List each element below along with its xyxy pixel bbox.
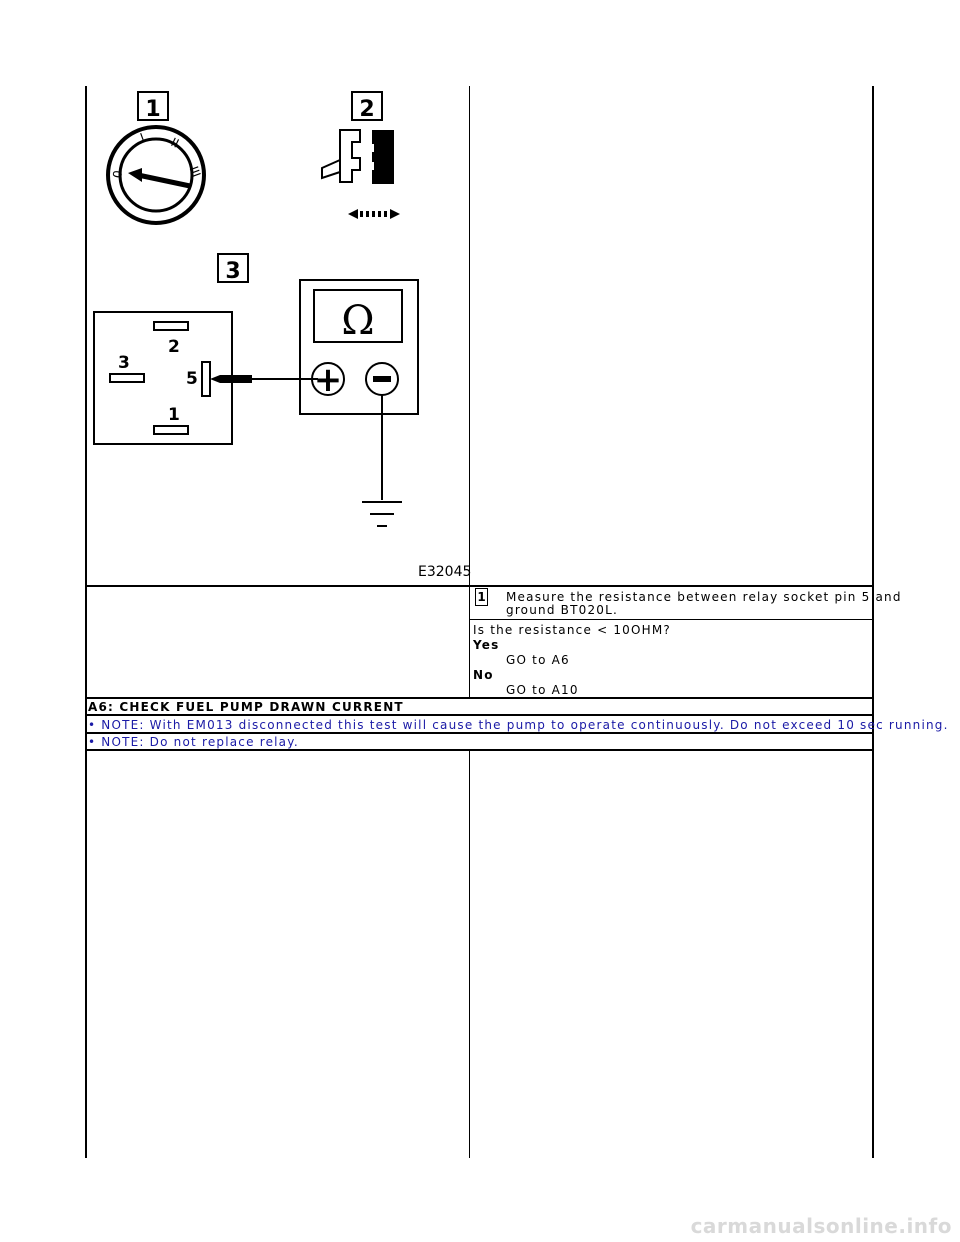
callout-3-label: 3 bbox=[225, 259, 241, 284]
row-divider-note2 bbox=[86, 749, 873, 751]
no-label: No bbox=[473, 668, 494, 682]
column-divider-top bbox=[469, 86, 470, 698]
relay-pin-1-label: 1 bbox=[168, 405, 180, 425]
svg-text:III: III bbox=[186, 164, 204, 180]
step-text-line-1: Measure the resistance between relay socket pin 5 and bbox=[506, 590, 902, 604]
callout-1-label: 1 bbox=[145, 97, 161, 122]
table-right-border bbox=[872, 86, 874, 1158]
svg-text:I: I bbox=[138, 130, 147, 145]
minus-terminal-symbol bbox=[373, 376, 391, 382]
figure-code: E32045 bbox=[418, 564, 472, 580]
ground-icon bbox=[362, 502, 402, 526]
step-number-box: 1 bbox=[475, 588, 488, 606]
ignition-switch-icon bbox=[108, 127, 204, 223]
ohm-symbol: Ω bbox=[341, 298, 375, 344]
note-1: • NOTE: With EM013 disconnected this test will cause the pump to operate continuously. Do not exceed 10 sec running. bbox=[88, 718, 949, 732]
relay-pin-3-label: 3 bbox=[118, 353, 130, 373]
multimeter-icon bbox=[300, 280, 418, 500]
relay-socket-diagram bbox=[94, 312, 232, 444]
yes-action: GO to A6 bbox=[506, 653, 570, 667]
relay-pin-2-label: 2 bbox=[168, 337, 180, 357]
question-text: Is the resistance < 10OHM? bbox=[473, 623, 671, 637]
svg-text:II: II bbox=[168, 135, 182, 151]
note-2: • NOTE: Do not replace relay. bbox=[88, 735, 299, 749]
step-text-line-2: ground BT020L. bbox=[506, 603, 619, 617]
svg-text:0: 0 bbox=[110, 169, 126, 180]
callout-2-label: 2 bbox=[359, 97, 375, 122]
row-divider-section bbox=[86, 714, 873, 716]
row-divider-question bbox=[86, 697, 873, 699]
row-divider-figure bbox=[86, 585, 873, 587]
row-divider-step bbox=[470, 619, 873, 620]
probe-lead bbox=[210, 375, 318, 383]
watermark: carmanualsonline.info bbox=[690, 1214, 952, 1238]
yes-label: Yes bbox=[473, 638, 500, 652]
column-divider-bottom bbox=[469, 750, 470, 1158]
relay-pin-5-label: 5 bbox=[186, 369, 198, 389]
no-action: GO to A10 bbox=[506, 683, 579, 697]
connector-disconnect-icon bbox=[322, 130, 400, 219]
row-divider-note1 bbox=[86, 732, 873, 734]
section-title: A6: CHECK FUEL PUMP DRAWN CURRENT bbox=[88, 700, 404, 714]
table-left-border bbox=[85, 86, 87, 1158]
relay-test-figure bbox=[90, 90, 472, 582]
plus-terminal-symbol: + bbox=[313, 360, 343, 400]
